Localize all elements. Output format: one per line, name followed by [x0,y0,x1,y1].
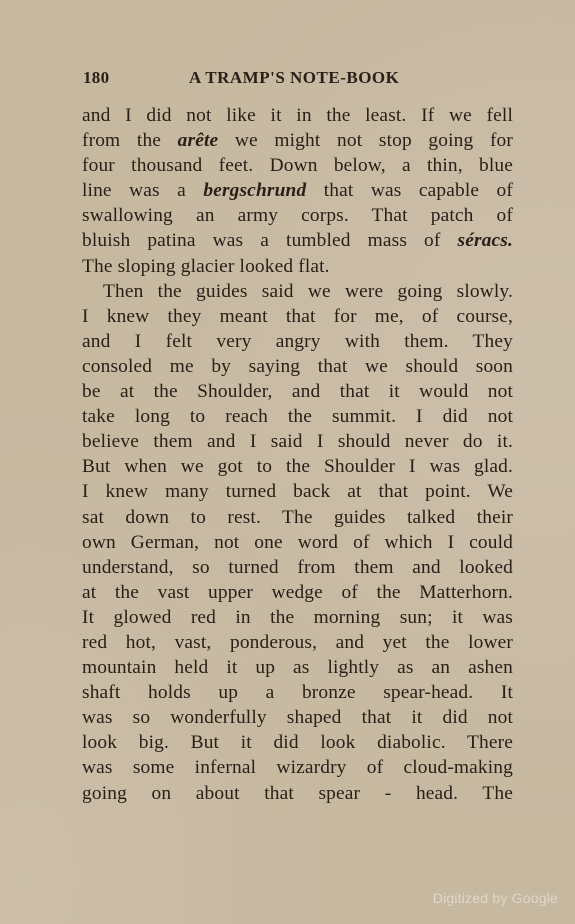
text-line: believe them and I said I should never do it. [82,431,513,453]
text-line: and I did not like it in the least. If we fell [82,105,513,126]
text-line: It glowed red in the morning sun; it was [82,606,513,628]
text-segment: from the [82,130,162,152]
text-line: own German, not one word of which I could [82,531,513,553]
page-header [83,68,513,96]
running-title: A TRAMP'S NOTE-BOOK [189,68,400,87]
text-line: be at the Shoulder, and that it would not [82,381,513,403]
text-line: going on about that spear - head. The [82,782,513,804]
text-line: I knew many turned back at that point. We [82,481,513,503]
text-segment: bluish patina was a tumbled mass of [82,230,441,252]
text-line: The sloping glacier looked flat. [82,255,330,277]
text-line: shaft holds up a bronze spear-head. It [82,682,513,704]
italic-term: arête [177,130,219,152]
digitization-watermark: Digitized by Google [432,890,558,906]
text-line: consoled me by saying that we should soon [82,355,513,377]
italic-term: séracs. [457,230,513,252]
text-line: at the vast upper wedge of the Matterhorn. [82,581,513,603]
text-line [82,228,513,253]
text-line: But when we got to the Shoulder I was glad. [82,456,513,478]
text-segment: we might not stop going for [234,130,514,152]
text-line [82,178,513,203]
text-line: take long to reach the summit. I did not [82,406,513,428]
text-line: look big. But it did look diabolic. There [82,732,513,754]
text-line [82,128,513,153]
text-segment: that was capable of [323,180,514,202]
text-line: and I felt very angry with them. They [82,330,513,352]
text-line: swallowing an army corps. That patch of [82,205,513,227]
body-text [82,103,513,806]
text-line: understand, so turned from them and looked [82,556,513,578]
page-number: 180 [83,68,110,87]
italic-term: bergschrund [203,180,307,202]
text-line: was some infernal wizardry of cloud-making [82,757,513,779]
text-line: four thousand feet. Down below, a thin, blue [82,155,513,177]
text-line: I knew they meant that for me, of course, [82,305,513,327]
text-line: sat down to rest. The guides talked their [82,506,513,528]
text-line: mountain held it up as lightly as an ashen [82,657,513,679]
text-segment: line was a [82,180,186,202]
text-line: Then the guides said we were going slowly. [103,280,513,302]
text-line: was so wonderfully shaped that it did not [82,707,513,729]
text-line: red hot, vast, ponderous, and yet the lower [82,631,513,653]
